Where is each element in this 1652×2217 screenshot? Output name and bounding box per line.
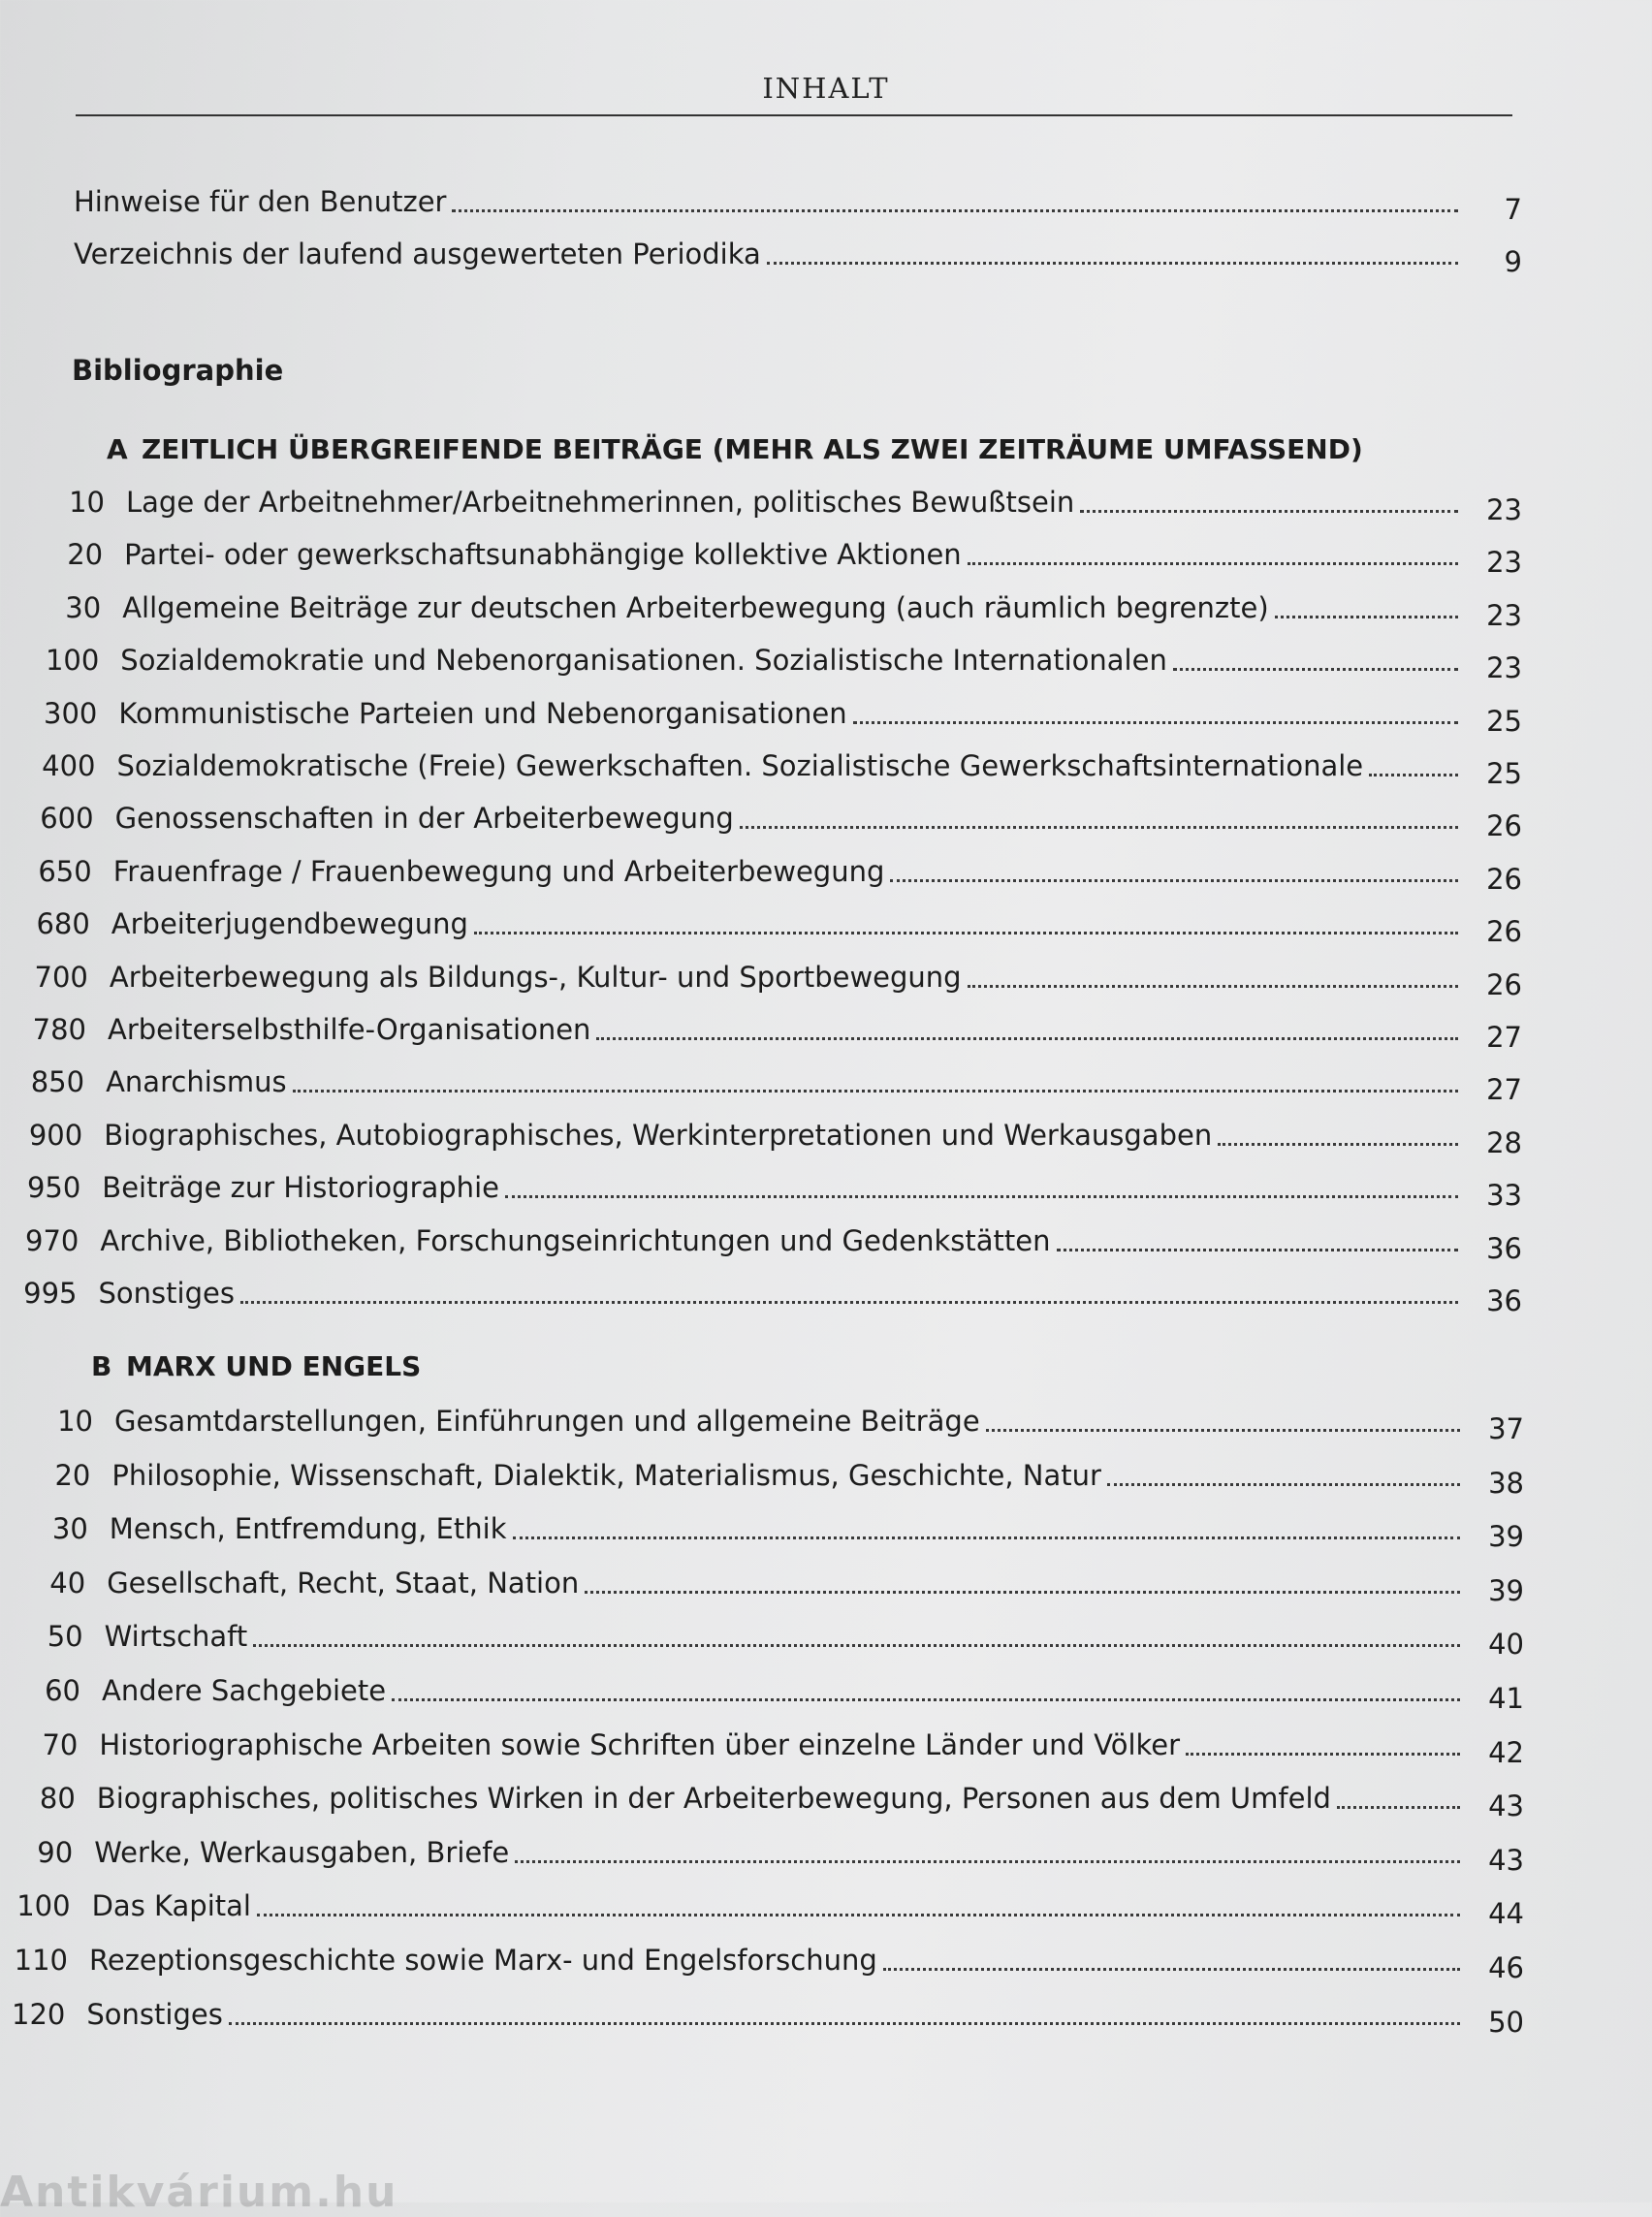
dot-leader [515, 1860, 1460, 1863]
toc-entry [34, 744, 1523, 790]
dot-leader [740, 826, 1458, 829]
entry-page-number: 36 [1486, 1231, 1522, 1265]
section-a-heading [107, 430, 1363, 469]
entry-title: Partei- oder gewerkschaftsunabhängige kollektive Aktionen [124, 538, 962, 572]
entry-title: Mensch, Entfremdung, Ethik [109, 1512, 507, 1546]
entry-page-number: 7 [1504, 193, 1522, 226]
entry-title: Kommunistische Parteien und Nebenorganisationen [118, 696, 847, 730]
entry-number: 20 [67, 538, 104, 572]
toc-entry [20, 1114, 1522, 1159]
dot-leader [986, 1429, 1460, 1432]
dot-leader [1275, 616, 1458, 618]
dot-leader [890, 879, 1458, 882]
dot-leader [257, 1914, 1460, 1916]
dot-leader [968, 562, 1458, 565]
entry-title: Wirtschaft [104, 1620, 248, 1654]
entry-page-number: 41 [1488, 1682, 1524, 1715]
dot-leader [452, 209, 1458, 212]
entry-page-number: 26 [1486, 809, 1522, 843]
entry-page-number: 39 [1488, 1520, 1524, 1554]
dot-leader [853, 721, 1458, 724]
entry-title: Biographisches, politisches Wirken in der Arbeiterbewegung, Personen aus dem Umfeld [96, 1782, 1331, 1816]
entry-page-number: 44 [1488, 1897, 1524, 1931]
entry-title: Gesamtdarstellungen, Einführungen und allgemeine Beiträge [114, 1405, 980, 1438]
dot-leader [1369, 774, 1458, 776]
entry-title: Arbeiterjugendbewegung [111, 907, 468, 941]
dot-leader [883, 1968, 1460, 1971]
toc-entry [14, 1777, 1524, 1823]
entry-page-number: 28 [1486, 1125, 1522, 1159]
entry-number: 80 [39, 1782, 76, 1816]
entry-page-number: 46 [1488, 1951, 1524, 1984]
toc-entry [43, 481, 1522, 526]
entry-number: 110 [14, 1944, 68, 1977]
toc-entry [28, 1454, 1524, 1500]
toc-entry [11, 1831, 1524, 1877]
section-b-letter: B [91, 1350, 112, 1382]
bibliography-heading: Bibliographie [72, 354, 284, 387]
entry-number: 100 [45, 644, 100, 678]
toc-entry [21, 1615, 1524, 1662]
entry-number: 400 [42, 749, 96, 782]
entry-title: Sonstiges [98, 1277, 235, 1310]
entry-title: Anarchismus [106, 1065, 287, 1099]
entry-title: Frauenfrage / Frauenbewegung und Arbeiterbewegung [112, 854, 885, 888]
dot-leader [505, 1195, 1458, 1198]
entry-number: 700 [34, 960, 88, 994]
toc-entry [35, 692, 1522, 738]
entry-page-number: 25 [1486, 704, 1522, 738]
entry-title: Biographisches, Autobiographisches, Werkinterpretationen und Werkausgaben [104, 1118, 1213, 1152]
entry-title: Rezeptionsgeschichte sowie Marx- und Engelsforschung [89, 1944, 877, 1977]
entry-number: 780 [32, 1013, 86, 1046]
entry-number: 60 [45, 1674, 80, 1707]
entry-title: Verzeichnis der laufend ausgewerteten Periodika [74, 238, 761, 270]
entry-page-number: 27 [1486, 1073, 1522, 1107]
entry-number: 850 [30, 1065, 85, 1099]
entry-number: 10 [69, 486, 105, 519]
entry-title: Sonstiges [86, 1997, 223, 2031]
dot-leader [1057, 1249, 1458, 1251]
entry-title: Arbeiterbewegung als Bildungs-, Kultur- und Sportbewegung [109, 960, 962, 994]
entry-number: 20 [54, 1458, 91, 1492]
entry-title: Archive, Bibliotheken, Forschungseinrichtungen und Gedenkstätten [100, 1223, 1051, 1257]
entry-number: 40 [49, 1566, 86, 1599]
entry-page-number: 26 [1486, 915, 1522, 949]
toc-entry [74, 180, 1522, 226]
dot-leader [474, 932, 1458, 934]
entry-page-number: 26 [1486, 862, 1522, 896]
entry-number: 600 [40, 802, 94, 836]
entry-number: 950 [26, 1171, 81, 1205]
toc-entry [16, 1272, 1523, 1317]
entry-title: Allgemeine Beiträge zur deutschen Arbeiterbewegung (auch räumlich begrenzte) [122, 590, 1269, 624]
page-header-title: INHALT [762, 72, 890, 105]
dot-leader [1186, 1753, 1460, 1756]
toc-entry [31, 1400, 1524, 1445]
entry-number: 650 [38, 854, 92, 888]
entry-number: 70 [42, 1727, 79, 1761]
entry-number: 30 [65, 590, 102, 624]
toc-entry [16, 1219, 1522, 1265]
entry-title: Das Kapital [91, 1889, 251, 1923]
dot-leader [767, 262, 1458, 265]
dot-leader [968, 985, 1458, 988]
dot-leader [513, 1536, 1460, 1539]
dot-leader [1080, 510, 1458, 513]
dot-leader [293, 1090, 1458, 1093]
toc-entry [23, 1562, 1524, 1607]
dot-leader [240, 1301, 1458, 1304]
entry-page-number: 36 [1486, 1284, 1522, 1317]
entry-title: Hinweise für den Benutzer [74, 185, 447, 218]
entry-number: 970 [25, 1223, 79, 1257]
entry-page-number: 27 [1486, 1021, 1522, 1054]
dot-leader [596, 1037, 1458, 1040]
toc-entry [16, 1724, 1524, 1769]
toc-entry [37, 639, 1522, 685]
section-b-title: MARX UND ENGELS [126, 1350, 422, 1382]
toc-entry [18, 1166, 1522, 1213]
dot-leader [392, 1698, 1460, 1701]
entry-number: 995 [23, 1277, 78, 1310]
toc-entry [22, 1061, 1522, 1107]
toc-entry [30, 850, 1522, 896]
header-rule [76, 114, 1512, 116]
entry-title: Andere Sachgebiete [102, 1674, 387, 1707]
dot-leader [1218, 1143, 1458, 1146]
section-b-heading [91, 1347, 421, 1386]
dot-leader [585, 1591, 1460, 1594]
entry-page-number: 9 [1504, 245, 1522, 278]
entry-page-number: 33 [1486, 1179, 1522, 1213]
entry-number: 120 [12, 1997, 66, 2031]
dot-leader [1173, 668, 1458, 671]
entry-page-number: 43 [1488, 1843, 1524, 1877]
entry-number: 680 [36, 907, 90, 941]
dot-leader [229, 2022, 1460, 2025]
watermark: Antikvárium.hu [0, 2168, 398, 2217]
entry-number: 90 [37, 1835, 74, 1869]
toc-entry [74, 233, 1522, 278]
toc-entry [26, 1507, 1524, 1554]
entry-title: Arbeiterselbsthilfe-Organisationen [108, 1013, 591, 1046]
entry-page-number: 40 [1488, 1628, 1524, 1662]
toc-entry [24, 1008, 1522, 1054]
entry-page-number: 25 [1486, 757, 1522, 790]
toc-entry [3, 1993, 1524, 2039]
entry-title: Beiträge zur Historiographie [102, 1171, 499, 1205]
entry-title: Lage der Arbeitnehmer/Arbeitnehmerinnen, politisches Bewußtsein [126, 486, 1075, 519]
entry-title: Genossenschaften in der Arbeiterbewegung [114, 802, 734, 836]
entry-page-number: 37 [1488, 1412, 1524, 1445]
entry-page-number: 23 [1486, 651, 1522, 685]
entry-page-number: 23 [1486, 493, 1522, 526]
entry-title: Sozialdemokratie und Nebenorganisationen. Sozialistische Internationalen [120, 644, 1167, 678]
entry-title: Gesellschaft, Recht, Staat, Nation [107, 1566, 580, 1599]
entry-title: Werke, Werkausgaben, Briefe [94, 1835, 510, 1869]
entry-page-number: 23 [1486, 598, 1522, 632]
entry-page-number: 23 [1486, 546, 1522, 580]
toc-entry [32, 797, 1522, 843]
entry-page-number: 43 [1488, 1789, 1524, 1823]
entry-number: 50 [47, 1620, 83, 1654]
toc-entry [6, 1939, 1524, 1984]
toc-entry [26, 956, 1522, 1001]
dot-leader [253, 1644, 1460, 1647]
entry-page-number: 39 [1488, 1573, 1524, 1607]
dot-leader [1337, 1806, 1460, 1809]
toc-entry [18, 1669, 1524, 1715]
section-a-title: ZEITLICH ÜBERGREIFENDE BEITRÄGE (MEHR ALS ZWEI ZEITRÄUME UMFASSEND) [142, 433, 1363, 465]
entry-number: 300 [44, 696, 98, 730]
entry-page-number: 42 [1488, 1735, 1524, 1769]
entry-title: Sozialdemokratische (Freie) Gewerkschaften. Sozialistische Gewerkschaftsinternationale [116, 749, 1364, 782]
entry-page-number: 50 [1488, 2005, 1524, 2039]
dot-leader [1107, 1483, 1460, 1486]
toc-entry [28, 903, 1522, 949]
entry-number: 900 [28, 1118, 83, 1152]
entry-title: Historiographische Arbeiten sowie Schriften über einzelne Länder und Völker [99, 1727, 1181, 1761]
entry-number: 30 [51, 1512, 88, 1546]
toc-entry [39, 586, 1522, 632]
entry-title: Philosophie, Wissenschaft, Dialektik, Materialismus, Geschichte, Natur [111, 1458, 1101, 1492]
toc-entry [41, 533, 1522, 580]
toc-entry [9, 1884, 1524, 1931]
entry-page-number: 26 [1486, 967, 1522, 1001]
entry-number: 10 [57, 1405, 93, 1438]
entry-page-number: 38 [1488, 1466, 1524, 1500]
section-a-letter: A [107, 433, 128, 465]
entry-number: 100 [16, 1889, 71, 1923]
